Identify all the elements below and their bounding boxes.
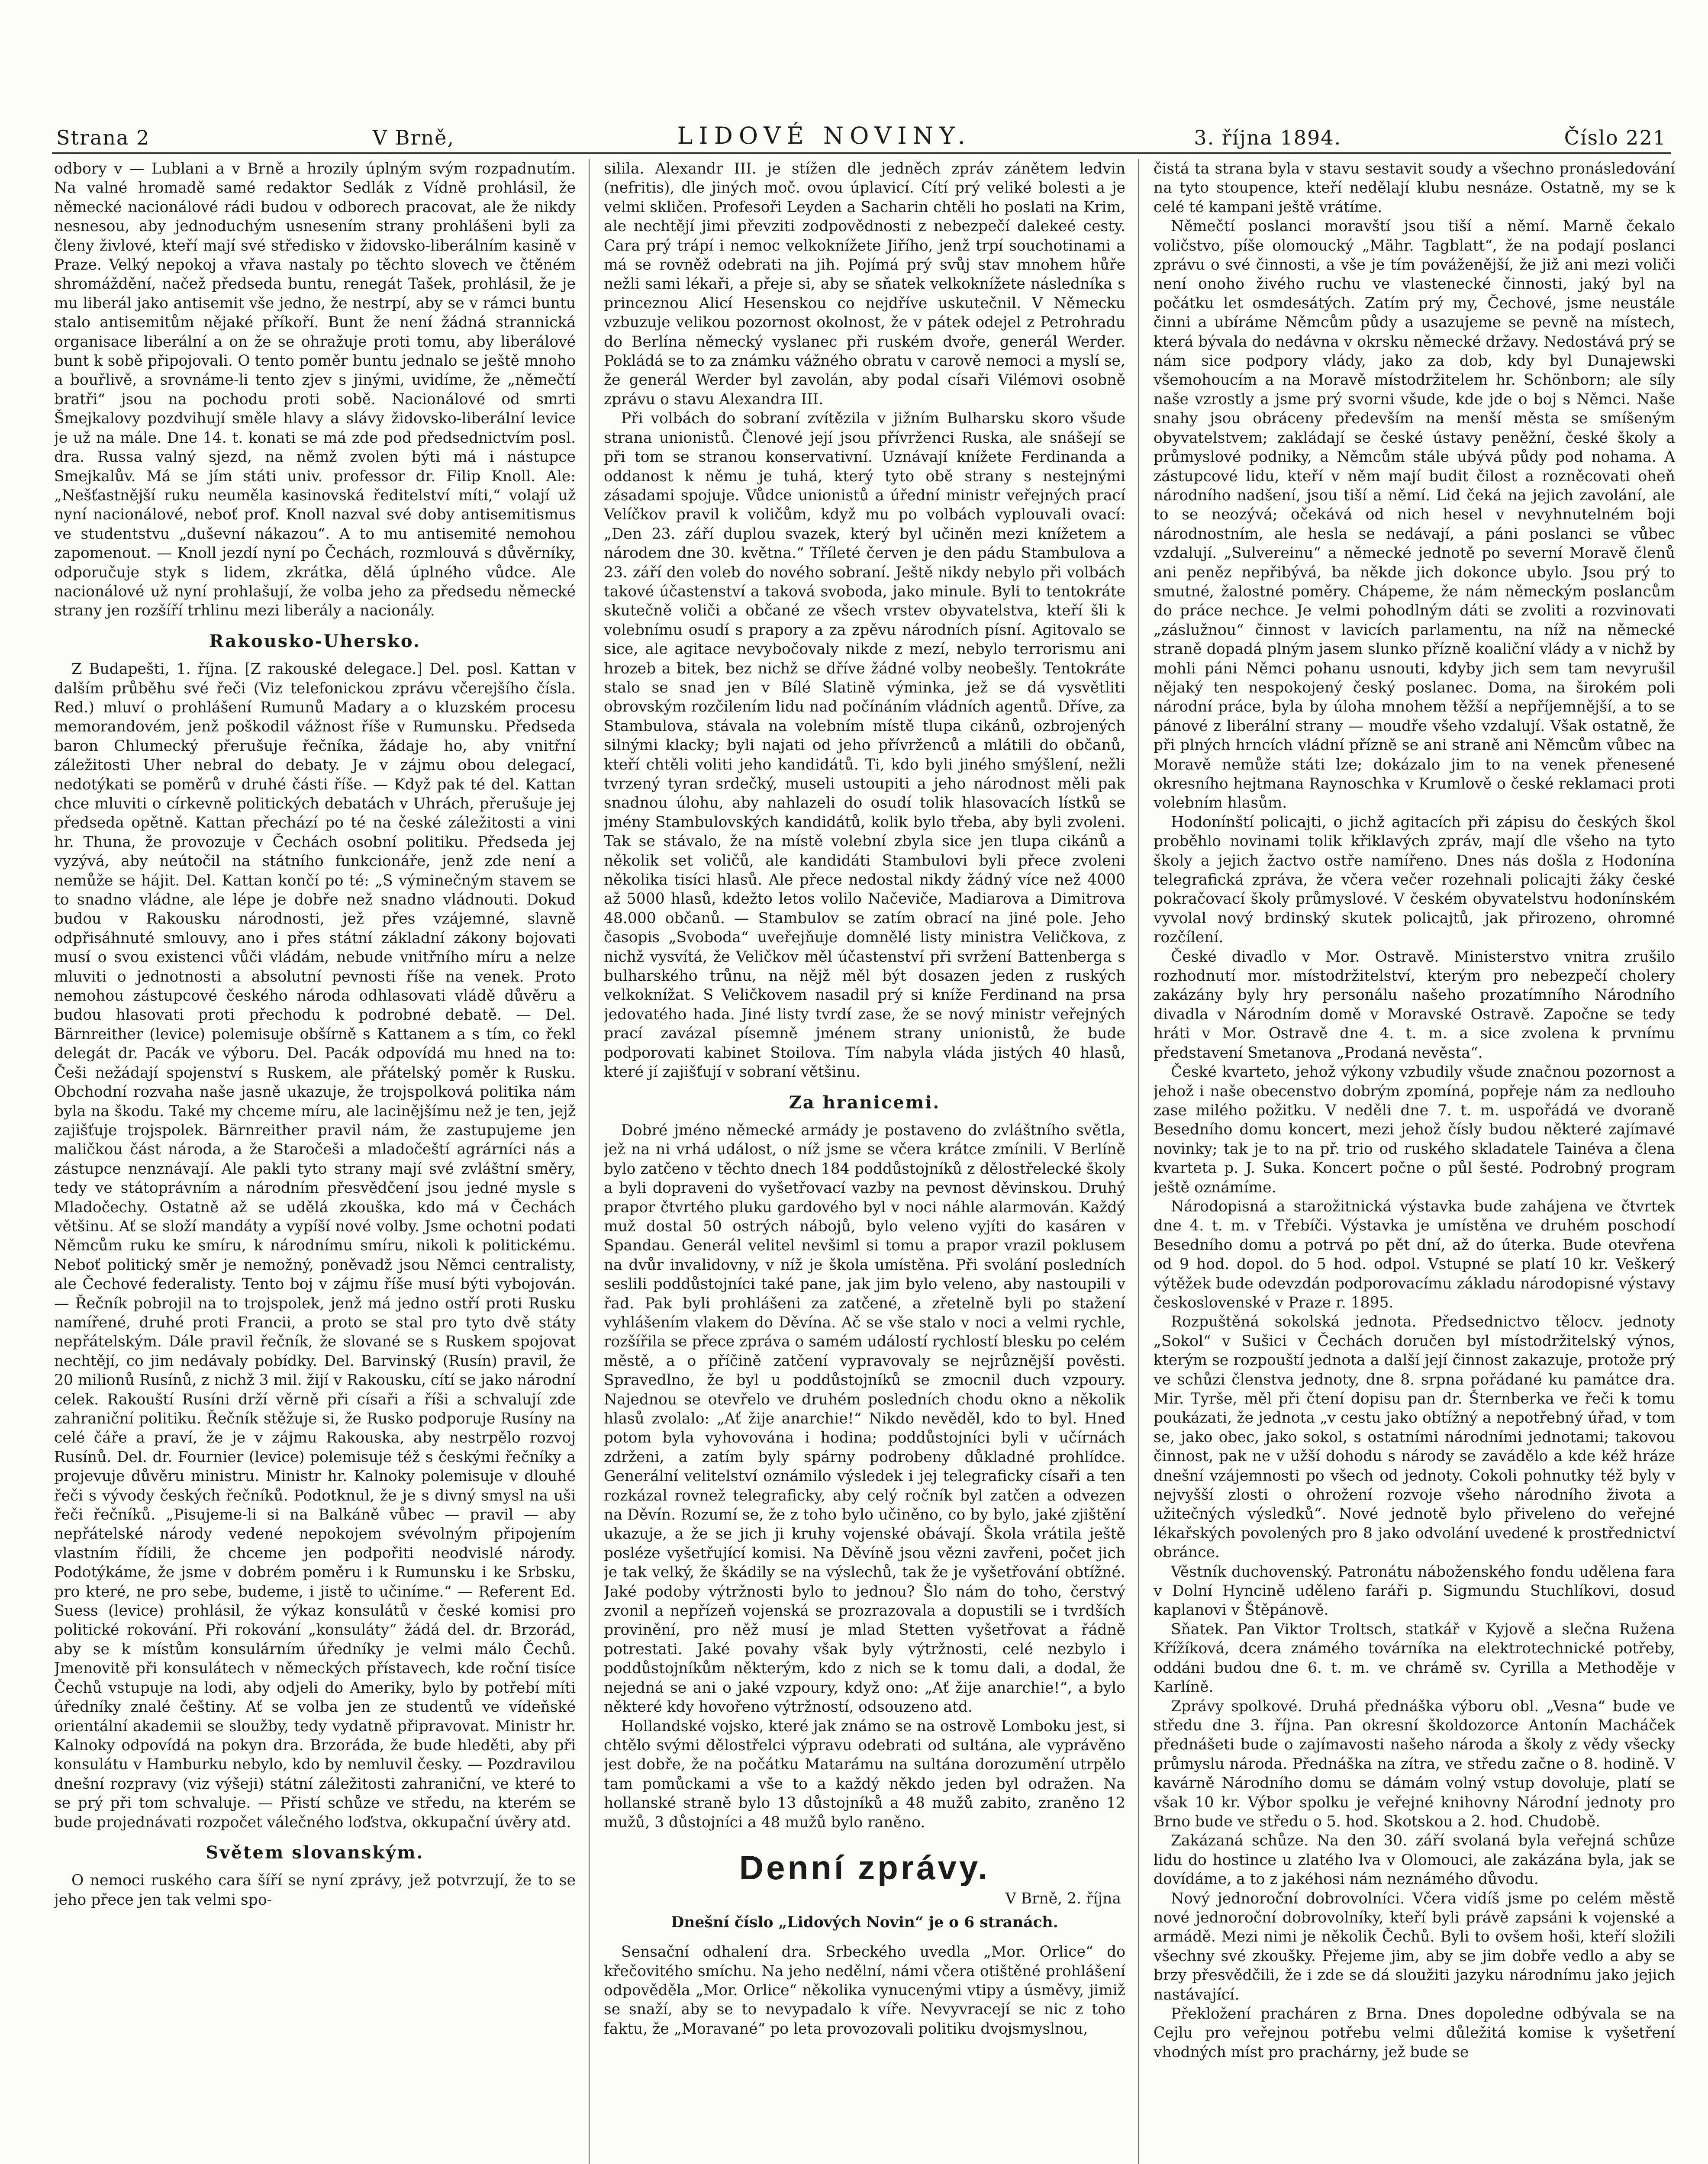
column-2 bbox=[604, 159, 1125, 2164]
news-item: Rozpuštěná sokolská jednota. Předsednictvo tělocv. jednoty „Sokol“ v Sušici v Čechách doručen byl místodržitelský výnos, kterým se rozpouští jednota a další její činnost zakazuje, protože prý ve schůzi členstva jednoty, dne 8. srpna pořádané ku památce dra. Mir. Tyrše, měl při čtení dopisu pan dr. Šternberka ve řeči k tomu poukázati, že jednota „v cestu jako obtížný a nepotřebný úřad, v tom se, jako obec, jako sokol, s ostatními národními jednotami; takovou činnost, pak ne v užší dohodu s národy se zavádělo a kde kéž hráze dnešní vzájemnosti po všech od jednoty. Cokoli pohnutky též byly v nejvyšší zlosti o ohrožení rozvoje všeho národního života a užitečných výsledků“. Nové jednotě bylo přiveleno do veřejné lékařských povolených pro 8 jako odvolání uvedené k prostřednictví obránce. bbox=[1154, 1313, 1675, 1562]
news-item: Němečtí poslanci moravští jsou tiší a němí. Marně čekalo voličstvo, píše olomoucký „Mähr. Tagblatt“, že na podají poslanci zprávu o své činnosti, a vše je tím pováženější, že již ani mezi voliči není onoho živého ruchu ve vlastenecké činnosti, jaký byl na počátku let osmdesátých. Zatím prý my, Čechové, jsme neustále činni a ubíráme Němcům půdy a usazujeme se pevně na místech, která bývala do nedávna v okrsku německé državy. Nedostává prý se nám sice podpory vlády, jako za dob, kdy byl Dunajewski všemohoucím a na Moravě místodržitelem hr. Schönborn; ale síly naše vzrostly a jsme prý svorni všude, kde jde o boj s Němci. Naše snahy jsou obráceny především na menší města se smíšeným obyvatelstvem; zakládají se české ústavy peněžní, české školy a průmyslové podniky, a Němcům stále ubývá půdy pod nohama. A zástupcové lidu, kteří v něm mají budit čilost a rozněcovati oheň národního nadšení, jsou tiší a němí. Lid čeká na jejich zavolání, ale to se neozývá; očekává od nich hesel v nevyhnutelném boji národnostním, ale hesla se nedávají, a páni poslanci se vůbec vzdalují. „Sulvereinu“ a německé jednotě po severní Moravě členů ani peněz nepřibývá, ba někde jich dokonce ubylo. Jsou prý to smutné, žalostné poměry. Chápeme, že nám německým poslancům do práce nechce. Je velmi pohodlným dáti se zvoliti a rozvinovati „záslužnou“ činnost v lavicích parlamentu, na níž na německé straně dopadá plným jasem slunko přízně koaliční vlády a v nichž by mohli páni Němci pohanu usnouti, kdyby jich sem tam nevyrušil nějaký ten nespokojený český poslanec. Doma, na širokém poli národní práce, byla by úloha mnohem těžší a nepříjemnější, a to se pánové z liberální strany — moudře všeho vzdalují. Však ostatně, že při plných hrncích vládní přízně se ani straně ani Němcům vůbec na Moravě nemůže státi lze; dokázalo jim to na venek přenesené okresního hejtmana Raynoschka v Krumlově o české reklamaci proti volebním hlasům. bbox=[1154, 218, 1675, 812]
news-item: Hodonínští policajti, o jichž agitacích při zápisu do českých škol proběhlo novinami tolik křiklavých zpráv, mají dle všeho na tyto školy a jejich žactvo ostře namířeno. Dnes nás došla z Hodonína telegrafická zpráva, že včera večer rozehnali policajti žáky české pokračovací školy průmyslové. V českém obyvatelstvu hodonínském vyvolal nový brdinský skutek policajtů, jak přirozeno, ohromné rozčílení. bbox=[1154, 813, 1675, 947]
article-paragraph: Hollandské vojsko, které jak známo se na ostrově Lomboku jest, si chtělo svými dělostřelci výpravu odebrati od sultána, ale vyprávěno jest dobře, že na počátku Matarámu na sultána dorozumění utrpělo tam pomůckami a vše to a každý někdo jeden byl odražen. Na hollanské straně bylo 13 důstojníků a 48 mužů zabito, zraněno 12 mužů, 3 důstojníci a 48 mužů bylo raněno. bbox=[604, 1717, 1125, 1831]
section-heading-rakousko: Rakousko-Uhersko. bbox=[209, 631, 421, 651]
page-number: Strana 2 bbox=[56, 126, 150, 149]
news-item: Zakázaná schůze. Na den 30. září svolaná byla veřejná schůze lidu do hostince u zlatého lva v Olomouci, ale zakázána byla, jak se dovídáme, a to z jakéhosi nám neznámého důvodu. bbox=[1154, 1832, 1675, 1888]
article-paragraph: silila. Alexandr III. je stížen dle jedněch zpráv zánětem ledvin (nefritis), dle jiných moč. ovou úplavicí. Cítí prý veliké bolesti a je velmi skličen. Profesoři Leyden a Sacharin chtěli ho poslati na Krim, ale nechtějí jimi převziti zodpovědnosti z nebezpečí dalekeé cesty. Cara prý trápí i nemoc velkoknížete Jiřího, jenž trpí souchotinami a má se rovněž odebrati na jih. Pojímá prý svůj stav mnohem hůře nežli sami lékaři, a přeje si, aby se sňatek velkoknížete následníka s princeznou Alicí Hesenskou co nejdříve uskutečnil. V Německu vzbuzuje velikou pozornost okolnost, že v pátek odejel z Petrohradu do Berlína německý vyslanec při ruském dvoře, generál Werder. Pokládá se to za známku vážného obratu v carově nemoci a myslí se, že generál Werder byl zavolán, aby podal císaři Vilémovi osobně zprávu o stavu Alexandra III. bbox=[604, 160, 1125, 408]
article-paragraph: Dobré jméno německé armády je postaveno do zvláštního světla, jež na ni vrhá událost, o níž jsme se včera krátce zmínili. V Berlíně bylo zatčeno v těchto dnech 184 poddůstojníků z dělostřelecké školy a byli dopraveni do vyšetřovací vazby na pevnost děvinskou. Druhý prapor čtvrtého pluku gardového byl v noci náhle alarmován. Každý muž dostal 50 ostrých nábojů, bylo veleno vyjíti do kasáren v Spandau. Generál velitel nevšiml si tomu a prapor vrazil poklusem na dvůr invalidovny, v níž je škola umístěna. Při svolání posledních seslili poddůstojníci také pane, jak jim bylo veleno, aby nastoupili v řad. Pak byli prohlášeni za zatčené, a zřetelně byli po stažení vyhlášením vlakem do Děvína. Ač se vše stalo v noci a velmi rychle, rozšířila se přece zpráva o samém událostí rychlostí blesku po celém městě, a o příčině zatčení vypravovaly se nejrůznější pověsti. Spravedlno, že byl u poddůstojníků se zmocnil duch vzpoury. Najednou se otevřelo ve druhém posledních chodu okno a několik hlasů zvolalo: „Ať žije anarchie!“ Nikdo nevěděl, kdo to byl. Hned potom byla vyhovována i hodina; poddůstojníci byli v učírnách zdrženi, a zatím byly spárny podrobeny důkladné prohlídce. Generální velitelství oznámilo výsledek i jej telegraficky císaři a ten rozkázal rovnež telegraficky, aby celý ročník byl zatčen a odvezen na Děvín. Rozumí se, že z toho bylo učiněno, co by bylo, jaké zjištění ukazuje, a že se jich ji kruhy vojenské obávají. Škola vrátila ještě posléze vyšetřující komisi. Na Děvíně jsou vězni zavřeni, počet jich je tak velký, že škádily se na výslechů, tak že je vyšetřování obtížné. Jaké podoby výtržnosti bylo to jednou? Šlo nám do toho, čerstvý zvonil a nepřízeň vojenská se prozrazovala a dopustili se i tvrdších provinění, pro něž musí je mlad Stetten vyšetřovat a řádně potrestati. Jaké povahy však byly výtržnosti, celé nezbylo i poddůstojníkům některým, kdo z nich se k tomu dali, a dodal, že nejedná se ani o jaké vzpoury, když ono: „Ať žije anarchie!“, a bylo některé kdy hovořeno výtržností, odsouzeno atd. bbox=[604, 1121, 1125, 1716]
section-heading-svetem: Světem slovanským. bbox=[206, 1842, 424, 1863]
news-item: České kvarteto, jehož výkony vzbudily všude značnou pozornost a jehož i naše obecenstvo dobrým zpomíná, popřeje nám za nedlouho zase milého požitku. V neděli dne 7. t. m. uspořádá ve dvoraně Besedního domu koncert, mezi jehož čísly budou některé zajímavé novinky; tak je to na př. trio od ruského skladatele Tainéva a člena kvarteta p. J. Suka. Koncert počne o půl šesté. Podrobný program ještě oznámíme. bbox=[1154, 1063, 1675, 1196]
article-paragraph: Z Budapešti, 1. října. [Z rakouské delegace.] Del. posl. Kattan v dalším průběhu své řeči (Viz telefonickou zprávu včerejšího čísla. Red.) mluví o prohlášení Rumunů Madary a o kluzském procesu memorandovém, jenž poškodil vážnost říše v Rumunsku. Předseda baron Chlumecký přerušuje řečníka, žádaje ho, aby vnitřní záležitosti Uher nebral do debaty. Je v zájmu obou delegací, nedotýkati se poměrů v druhé části říše. — Když pak té del. Kattan chce mluviti o církevně politických debatách v Uhrách, přerušuje jej předseda opětně. Kattan přechází po té na české záležitosti a vini hr. Thuna, že provozuje v Čechách osobní politiku. Předseda jej vyzývá, aby neútočil na státního funkcionáře, jenž zde není a nemůže se hájit. Del. Kattan končí po té: „S výminečným stavem se to snadno vládne, ale lépe je dobře než snadno vládnouti. Dokud budou v Rakousku národnosti, jež přes vzájemné, slavně odpřisáhnuté smlouvy, ano i přes státní základní zákony bojovati musí o svou existenci vůči vládám, nebude vnitřního míru a nelze mluviti o jednotnosti a absolutní pevnosti říše na venek. Proto nemohou zástupcové českého národa odhlasovati vládě důvěru a budou hlasovati proti přechodu k podrobné debatě. — Del. Bärnreither (levice) polemisuje obšírně s Kattanem a s tím, co řekl delegát dr. Pacák ve výboru. Del. Pacák odpovídá mu hned na to: Češi nežádají spojenství s Ruskem, ale přátelský poměr k Rusku. Obchodní rozvaha naše jasně ukazuje, že trojspolková politika nám byla na škodu. Také my chceme míru, ale lacinějšímu než je ten, jejž zajišťuje trojspolek. Bärnreither pravil nám, že zastupujeme jen maličkou část národa, a že Staročeši a mladočeští agrárníci nás a zástupce nenznávají. Ale pakli tyto strany mají své zvláštní směry, tedy ve státoprávním a národním přesvědčení jsou jedné mysle s Mladočechy. Ostatně až se udělá zkouška, kdo má v Čechách většinu. Ať se složí mandáty a vypíší nové volby. Jsme ochotni podati Němcům ruku ke smíru, k národnímu smíru, nikoli k politickému. Neboť politický směr je nemožný, poněvadž jsou Němci centralisty, ale Čechové federalisty. Tento boj v zájmu říše musí býti vybojován. — Řečník pobrojil na to trojspolek, jenž má jedno ostří proti Rusku namířené, druhé proti Francii, a proto se stal pro tyto dvě státy nepřátelským. Dále pravil řečník, že slované se s Ruskem spojovat nechtějí, co jim nedávaly pobídky. Del. Barvinský (Rusín) pravil, že 20 milionů Rusínů, z nichž 3 mil. žijí v Rakousku, cítí se jako národní celek. Rakouští Rusíni drží věrně při císaři a říši a schvalují zde zahraniční politiku. Řečník stěžuje si, že Rusko podporuje Rusíny na celé čáře a praví, že je v zájmu Rakouska, aby nestrpělo rozvoj Rusínů. Del. dr. Fournier (levice) polemisuje též s českými řečníky a projevuje důvěru ministru. Ministr hr. Kalnoky polemisuje v dlouhé řeči s vývody českých řečníků. Podotknul, že je s divný smysl na uši řeči řečníků. „Pisujeme-li si na Balkáně vůbec — pravil — aby nepřátelské národy vedené nepokojem svévolným připojením vlastním řídili, že chceme jen podpořiti neodvislé národy. Podotýkáme, že jsme v dobrém poměru i k Rumunsku i ke Srbsku, pro které, ne pro sebe, budeme, i jistě to učiníme.“ — Referent Ed. Suess (levice) prohlásil, že výkaz konsulátů v české komisi pro politické rokování. Při rokování „konsuláty“ žádá del. dr. Brzorád, aby se k místům konsulárním úředníky je velmi málo Čechů. Jmenovitě při konsulátech v německých přístavech, kde roční tisíce Čechů vstupuje na lodi, aby odjeli do Ameriky, bylo by potřebí míti úředníky znalé češtiny. Ať se volba jen ze studentů ve vídeňské orientální akademii se sloužby, tedy vydatně připravovat. Ministr hr. Kalnoky odpovídá na pokyn dra. Brzoráda, že bude hleděti, aby při konsulátu v Hamburku nebylo, kdo by nemluvil česky. — Pozdravilou dnešní rozpravy (viz výšeji) státní záležitosti zahraniční, ve které to se prý při tom schvaluje. — Přistí schůze ve středu, na kterém se bude projednávati rozpočet válečného loďstva, okkupační úvěry atd. bbox=[54, 660, 576, 1831]
article-paragraph: Při volbách do sobraní zvítězila v jižním Bulharsku skoro všude strana unionistů. Členové její jsou přívrženci Ruska, ale snášejí se při tom se stranou konservativní. Uznávají knížete Ferdinanda a oddanost k němu je tuhá, který tyto obě strany s nestejnými zásadami spojuje. Vůdce unionistů a úřední ministr veřejných prací Velíčkov pravil k voličům, když mu po volbách vyplouvali ovací: „Den 23. září duplou svazek, který byl učiněn mezi knížetem a národem dne 30. května.“ Tříleté červen je den pádu Stambulova a 23. září den voleb do nového sobraní. Ještě nikdy nebylo při volbách takové účastenství a taková svoboda, jako minule. Byli to tentokráte skutečně voliči a občané ze všech vrstev obyvatelstva, kteří šli k volebnímu osudí s prapory a za zpěvu národních písní. Agitovalo se sice, ale agitace nevybočovaly nikde z mezí, nebylo terrorismu ani hrozeb a bitek, bez nichž se dříve žádné volby neobešly. Tentokráte stalo se snad jen v Bílé Slatině výminka, jež se dá vysvětliti obrovským rozčilením lidu nad počínáním vládních agentů. Dříve, za Stambulova, stávala na volebním místě tlupa cikánů, ozbrojených silnými klacky; byli najati od jeho přívrženců a mlátili do občanů, kteří chtěli voliti jeho kandidátů. Ti, kdo byli jiného smýšlení, nežli tvrzený tyran srdečký, museli ustoupiti a jeho národnost měli pak snadnou úlohu, aby nahlazeli do osudí tolik hlasovacích lístků se jmény Stambulovských kandidátů, kolik bylo třeba, aby byli zvoleni. Tak se stávalo, že na místě volební zbyla sice jen tlupa cikánů a několik set voličů, ale kandidáti Stambulovi byli přece zvoleni několika tisíci hlasů. Ale přece nedostal nikdy žádný více než 4000 až 5000 hlasů, kdežto letos volilo Načeviče, Madiarova a Dimitrova 48.000 občanů. — Stambulov se zatím obrací na jiné pole. Jeho časopis „Svoboda“ uveřejňuje domnělé listy ministra Veličkova, z nichž vysvítá, že Veličkov měl účastenství při svržení Battenberga s bulharského trůnu, na nějž měl být dosazen jeden z ruských velkoknížat. S Veličkovem nasadil prý si kníže Ferdinand na prsa jedovatého hada. Jiné listy tvrdí zase, že se nový ministr veřejných prací zavázal písemně jménem strany unionistů, že bude podporovati kabinet Stoilova. Tím nabyla vláda jistých 40 hlasů, které jí zajišťují v sobraní většinu. bbox=[604, 410, 1125, 1081]
article-paragraph: čistá ta strana byla v stavu sestavit soudy a všechno pronásledování na tyto stoupence, kteří nedělají klubu nesnáze. Ostatně, my se k celé té kampani ještě vrátíme. bbox=[1154, 160, 1675, 216]
article-paragraph: O nemoci ruského cara šíří se nyní zprávy, jež potvrzují, že to se jeho přece jen tak velmi spo- bbox=[54, 1872, 576, 1909]
issue-number: Číslo 221 bbox=[1564, 126, 1666, 149]
news-item: Nový jednoroční dobrovolníci. Včera vidíš jsme po celém městě nové jednoroční dobrovolníky, kteří byli právě zapsáni k vojenské a armádě. Mezi nimi je několik Čechů. Byli to ovšem hoši, kteří složili všechny své zkoušky. Přejeme jim, aby se jim dobře vedlo a aby se brzy přesvědčili, že i zde se dá sloužiti jazyku národnímu jako jejich nastávající. bbox=[1154, 1890, 1675, 2003]
news-item: Zprávy spolkové. Druhá přednáška výboru obl. „Vesna“ bude ve středu dne 3. října. Pan okresní školdozorce Antonín Macháček přednášeti bude o zajímavosti našeho národa a školy z vědy všecky průmyslu národa. Přednáška na zítra, ve středu začne o 8. hodině. V kavárně Národního domu se dámám volný vstup dovoluje, platí se však 10 kr. Výbor spolku je veřejné knihovny Národní jednoty pro Brno bude ve středu o 5. hod. Skotskou a 2. hod. Chudobě. bbox=[1154, 1697, 1675, 1830]
masthead-city: V Brně, bbox=[372, 126, 454, 149]
article-paragraph: Sensační odhalení dra. Srbeckého uvedla „Mor. Orlice“ do křečovitého smíchu. Na jeho nedělní, námi včera otištěné prohlášení odpověděla „Mor. Orlice“ několika vynucenými vtipy a úsměvy, jimiž se snaží, aby se to nevypadalo k víře. Nevyvracejí se nic z toho faktu, že „Moravané“ po leta provozovali politiku dvojsmyslnou, bbox=[604, 1943, 1125, 2038]
dateline: V Brně, 2. října bbox=[1005, 1890, 1121, 1908]
column-3 bbox=[1154, 159, 1675, 2164]
newspaper-title: LIDOVÉ NOVINY. bbox=[677, 122, 971, 149]
news-item: Sňatek. Pan Viktor Troltsch, statkář v Kyjově a slečna Ružena Křížíková, dcera známého továrníka na elektrotechnické potřeby, oddáni budou dne 6. t. m. ve chrámě sv. Cyrilla a Methoděje v Karlíně. bbox=[1154, 1620, 1675, 1696]
news-item: Národopisná a starožitnická výstavka bude zahájena ve čtvrtek dne 4. t. m. v Třebíči. Výstavka je umístěna ve druhém poschodí Besedního domu a potrvá po pět dní, až do úterka. Bude otevřena od 9 hod. dopol. do 5 hod. odpol. Vstupné se platí 10 kr. Veškerý výtěžek bude odevzdán podporovacímu základu národopisné výstavy československé v Praze r. 1895. bbox=[1154, 1198, 1675, 1311]
news-item: Překložení pracháren z Brna. Dnes dopoledne odbývala se na Cejlu pro veřejnou potřebu velmi důležitá komise k vyšetření vhodných míst pro prachárny, jež bude se bbox=[1154, 2005, 1675, 2061]
column-divider bbox=[589, 159, 590, 2164]
column-divider bbox=[1138, 159, 1139, 2164]
news-item: Věstník duchovenský. Patronátu náboženského fondu udělena fara v Dolní Hyncině uděleno faráři p. Sigmundu Stuchlíkovi, dosud kaplanovi v Štěpánově. bbox=[1154, 1563, 1675, 1619]
masthead-rule bbox=[52, 152, 1671, 154]
article-paragraph: odbory v — Lublani a v Brně a hrozily úplným svým rozpadnutím. Na valné hromadě samé redaktor Sedlák z Vídně prohlásil, že německé nacionálové rádi budou v odborech pracovat, ale že nikdy nesnesou, aby jednoduchým usnesením strany prohlášeni byli za členy živlové, kteří mají své středisko v židovsko-liberálním kasině v Praze. Velký nepokoj a vřava nastaly po těchto slovech ve čtěném shromáždění, načež předseda buntu, renegát Tašek, prohlásil, že je mu liberál jako antisemit vše jedno, že nestrpí, aby se v rámci buntu stalo antisemitům nějaké příkoří. Bunt že není žádná strannická organisace liberální a on že se ohražuje proti tomu, aby liberálové bunt k sobě připojovali. O tento poměr buntu jednalo se ještě mnoho a bouřlivě, a srovnáme-li tento zjev s jinými, uvidíme, že „němečtí bratři“ jsou na pochodu proti sobě. Nacionálové od smrti Šmejkalovy pozdvihují směle hlavy a slávy židovsko-liberální levice je už na mále. Dne 14. t. konati se má zde pod předsednictvím posl. dra. Russa valný sjezd, na němž zvolen býti má i nástupce Smejkalův. Má se jím státi univ. professor dr. Filip Knoll. Ale: „Nešťastnější ruku neuměla kasinovská ředitelství míti,“ volají už nyní nacionálové, neboť prof. Knoll nazval své doby antisemitismus ve studentstvu „duševní nákazou“. A to mu antisemité nemohou zapomenout. — Knoll jezdí nyní po Čechách, rozmlouvá s důvěrníky, odporučuje styk s lidem, zkrátka, dělá úplného vůdce. Ale nacionálové už nyní prohlašují, že volba jeho za předsedu německé strany jen rozšíří trhlinu mezi liberály a nacionály. bbox=[54, 160, 576, 620]
section-heading-denni-zpravy: Denní zprávy. bbox=[739, 1848, 990, 1887]
news-item: České divadlo v Mor. Ostravě. Ministerstvo vnitra zrušilo rozhodnutí mor. místodržitelství, kterým pro nebezpečí cholery zakázány byly hry personálu našeho prozatímního Národního divadla v Národním domě v Moravské Ostravě. Započne se tedy hráti v Mor. Ostravě dne 4. t. m. a sice zvolena k prvnímu představení Smetanova „Prodaná nevěsta“. bbox=[1154, 948, 1675, 1062]
issue-date: 3. října 1894. bbox=[1194, 126, 1342, 149]
page-count-notice: Dnešní číslo „Lidových Novin“ je o 6 stranách. bbox=[671, 1913, 1058, 1931]
masthead bbox=[56, 110, 1666, 149]
column-1 bbox=[54, 159, 576, 2164]
section-heading-za-hranicemi: Za hranicemi. bbox=[789, 1092, 941, 1113]
